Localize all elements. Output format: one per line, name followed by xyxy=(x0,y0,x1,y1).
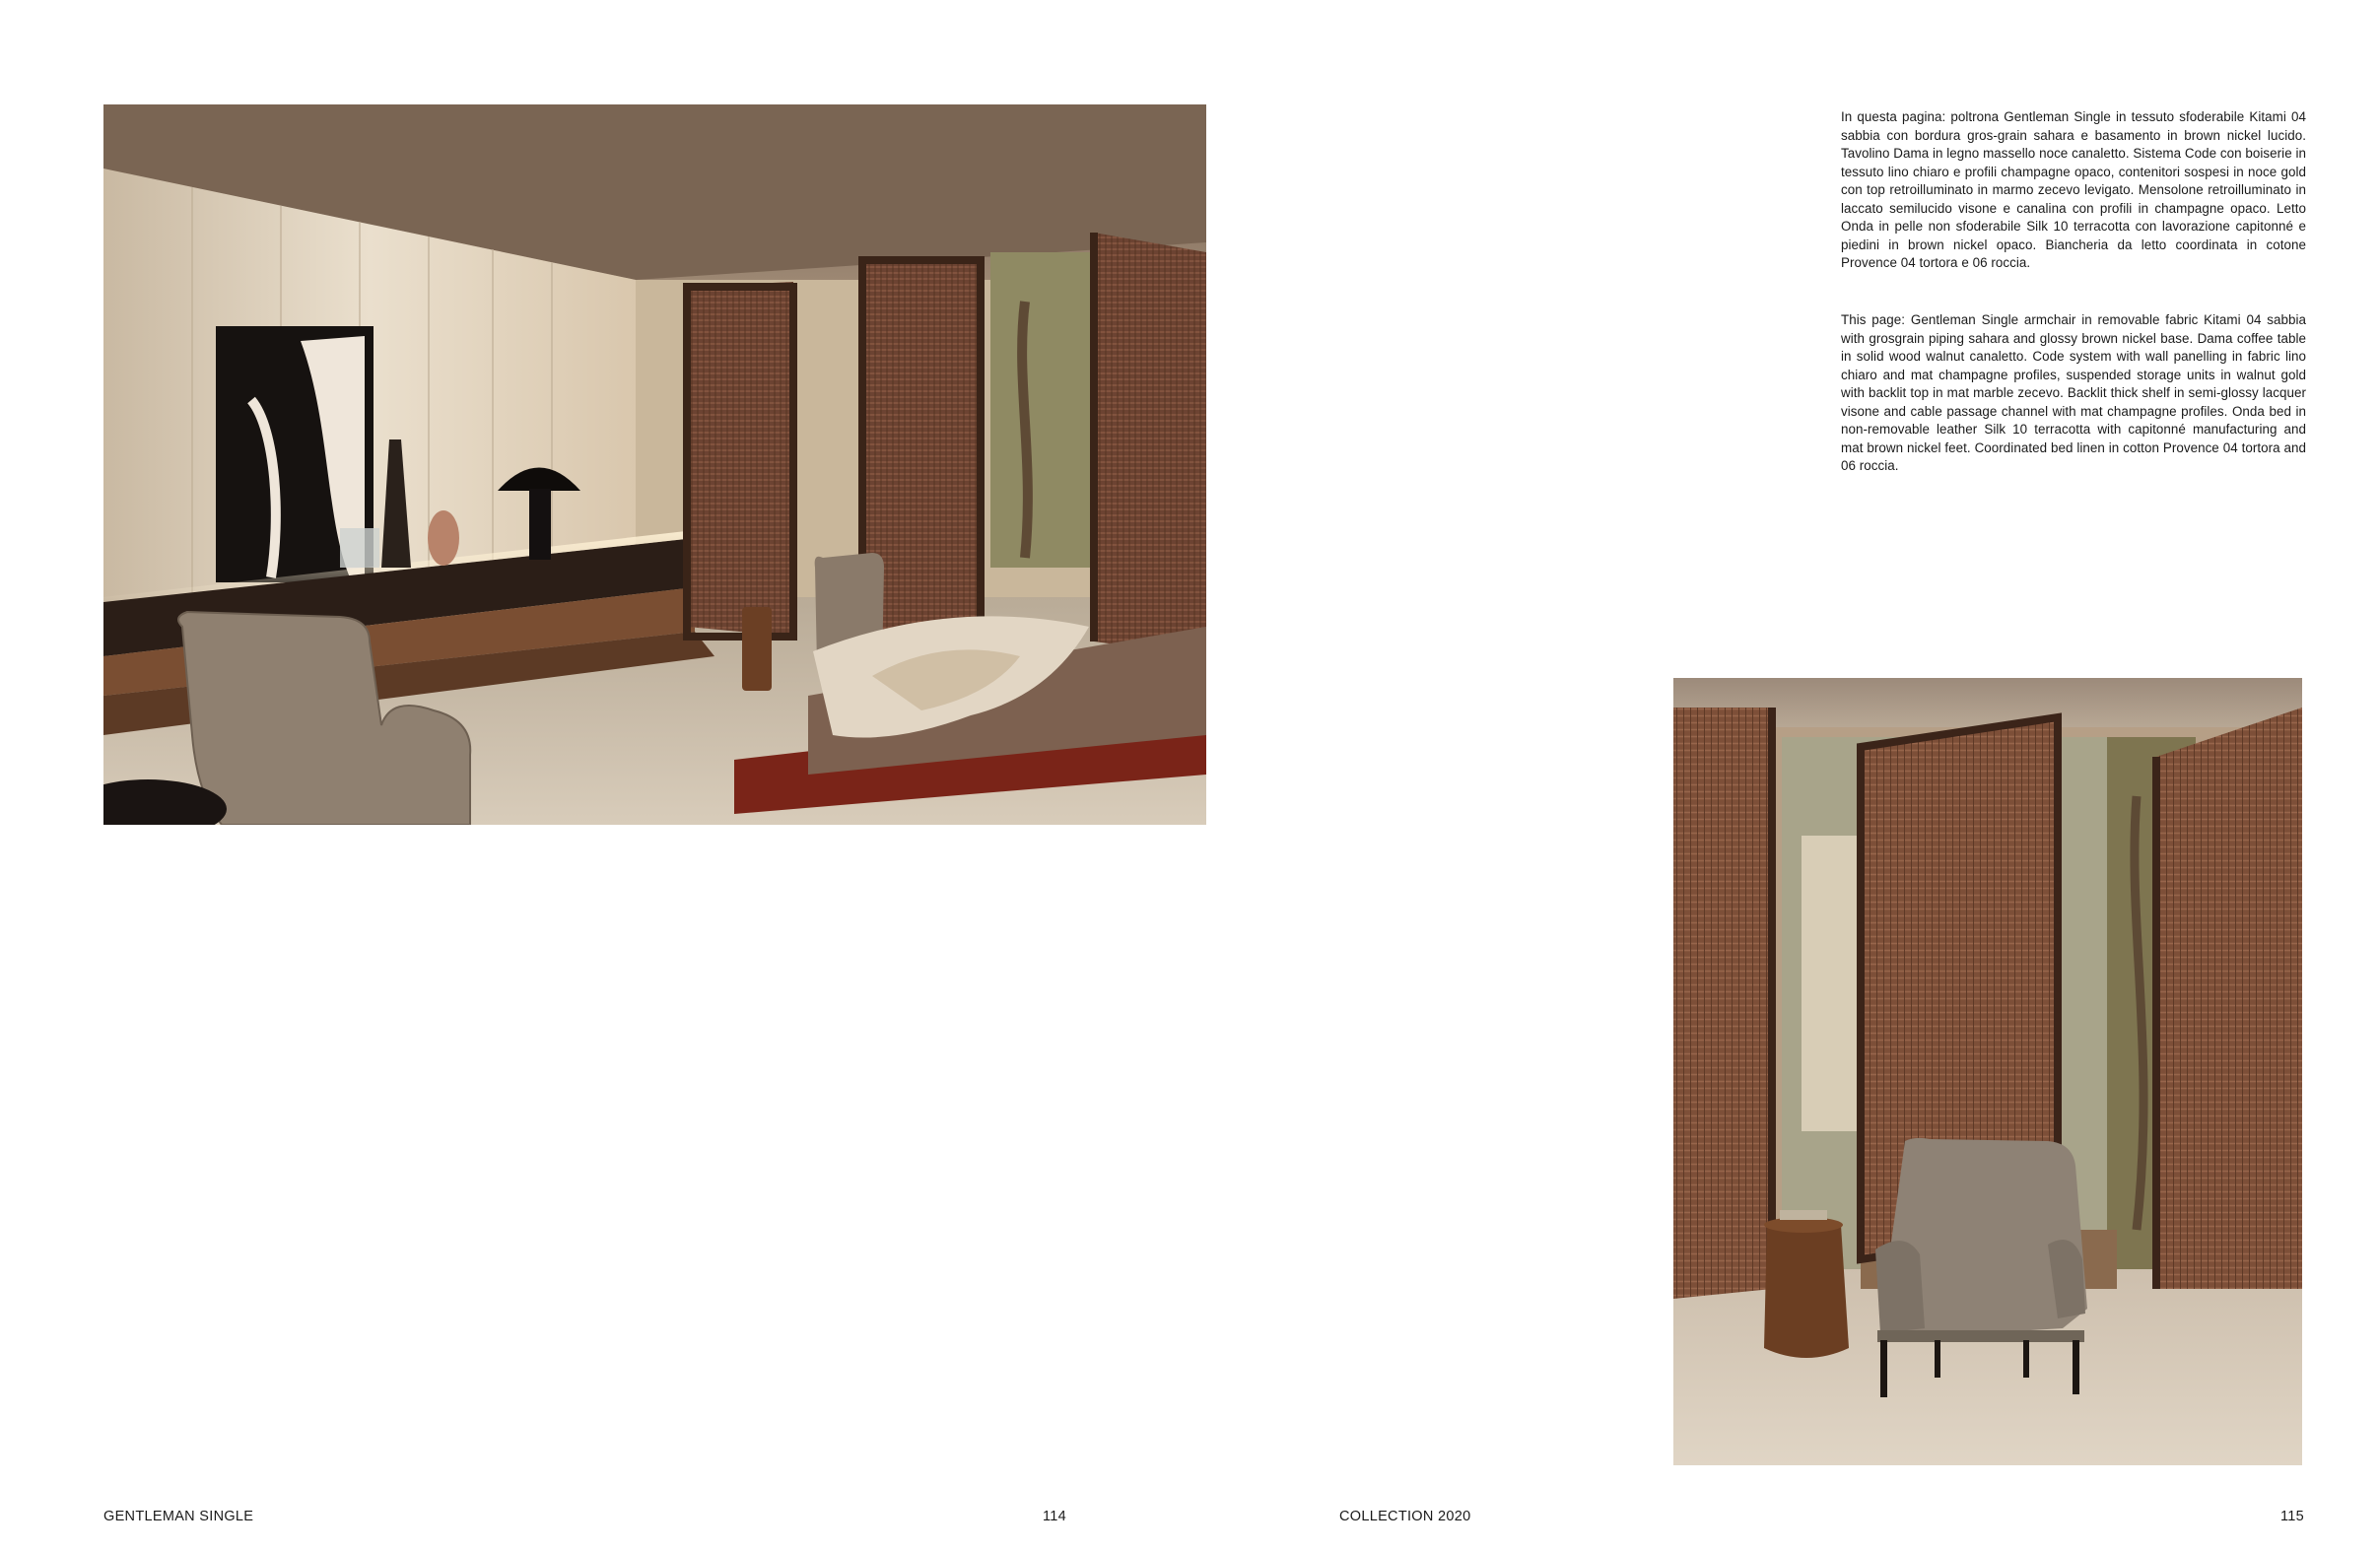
footer-left-title: GENTLEMAN SINGLE xyxy=(103,1509,254,1524)
armchair-screens-photo xyxy=(1673,678,2302,1465)
bedroom-interior-photo xyxy=(103,104,1206,825)
footer-right-title: COLLECTION 2020 xyxy=(1339,1509,1471,1524)
caption-english: This page: Gentleman Single armchair in removable fabric Kitami 04 sabbia with grosgrain piping sahara and glossy brown nickel base. Dama coffee table in solid wood walnut canaletto. Code system with wall panelling in fabric lino chiaro and mat champagne profiles, suspended storage units in walnut gold with backlit top in mat marble zecevo. Backlit thick shelf in semi-glossy lacquer visone and cable passage channel with mat champagne profiles. Onda bed in non-removable leather Silk 10 terracotta with capitonné manufacturing and mat brown nickel feet. Coordinated bed linen in cotton Provence 04 tortora and 06 roccia. xyxy=(1841,312,2306,473)
caption-italian: In questa pagina: poltrona Gentleman Single in tessuto sfoderabile Kitami 04 sabbia con bordura gros-grain sahara e basamento in brown nickel lucido. Tavolino Dama in legno massello noce canaletto. Sistema Code con boiserie in tessuto lino chiaro e profili champagne opaco, contenitori sospesi in noce gold con top retroilluminato in marmo zecevo levigato. Mensolone retroilluminato in laccato semilucido visone e canalina con profili in champagne opaco. Letto Onda in pelle non sfoderabile Silk 10 terracotta con lavorazione capitonné e piedini in brown nickel opaco. Biancheria da letto coordinata in cotone Provence 04 tortora e 06 roccia. xyxy=(1841,109,2306,270)
footer-right-page-number: 115 xyxy=(2280,1509,2305,1524)
footer-left-page-number: 114 xyxy=(1043,1509,1067,1524)
